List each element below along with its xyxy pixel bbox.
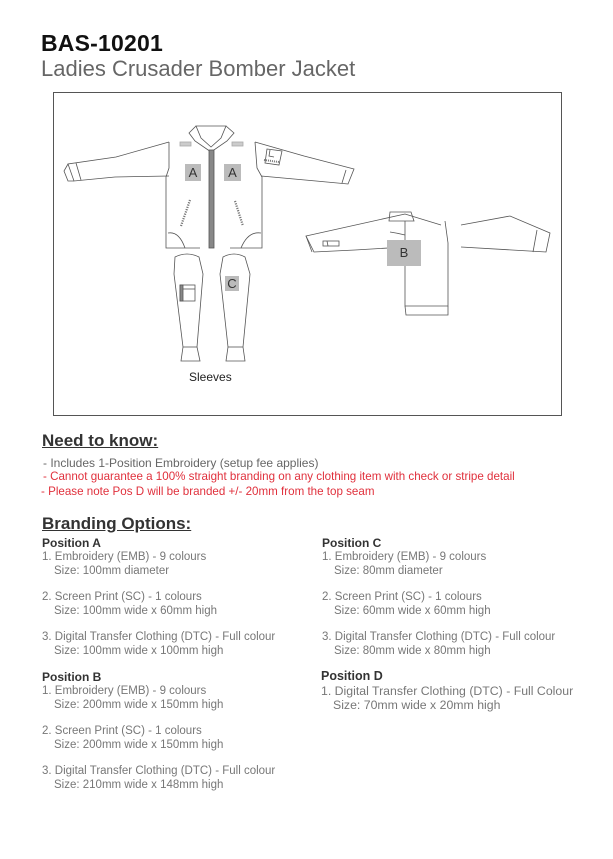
option-method: 2. Screen Print (SC) - 1 colours xyxy=(42,591,202,603)
option-method: 1. Embroidery (EMB) - 9 colours xyxy=(42,551,207,563)
note-position-d: - Please note Pos D will be branded +/- 20mm from the top seam xyxy=(41,485,375,498)
option-method: 2. Screen Print (SC) - 1 colours xyxy=(322,591,482,603)
note-embroidery: - Includes 1-Position Embroidery (setup fee applies) xyxy=(43,456,319,470)
branding-options-heading: Branding Options: xyxy=(42,514,192,533)
option-method: 3. Digital Transfer Clothing (DTC) - Full colour xyxy=(42,631,276,643)
position-b-block xyxy=(42,670,275,792)
option-size: Size: 210mm wide x 148mm high xyxy=(54,779,224,791)
option-method: 2. Screen Print (SC) - 1 colours xyxy=(42,725,202,737)
position-a-title: Position A xyxy=(42,536,101,550)
front-view xyxy=(64,126,354,248)
product-name: Ladies Crusader Bomber Jacket xyxy=(41,56,356,81)
option-method: 1. Digital Transfer Clothing (DTC) - Full Colour xyxy=(321,683,574,698)
position-c-block xyxy=(322,536,555,658)
position-d-block xyxy=(321,669,573,713)
option-size: Size: 80mm diameter xyxy=(334,565,443,577)
position-c-marker: C xyxy=(225,276,239,291)
option-size: Size: 200mm wide x 150mm high xyxy=(54,739,224,751)
option-size: Size: 100mm wide x 60mm high xyxy=(54,605,217,617)
option-method: 1. Embroidery (EMB) - 9 colours xyxy=(42,685,207,697)
need-to-know-heading: Need to know: xyxy=(42,431,159,450)
position-b-marker: B xyxy=(387,240,421,266)
option-method: 3. Digital Transfer Clothing (DTC) - Full colour xyxy=(42,765,276,777)
position-b-title: Position B xyxy=(42,670,102,684)
option-method: 3. Digital Transfer Clothing (DTC) - Full colour xyxy=(322,631,556,643)
option-size: Size: 60mm wide x 60mm high xyxy=(334,605,491,617)
position-a-block xyxy=(42,536,275,658)
garment-diagram xyxy=(53,92,562,416)
option-size: Size: 100mm wide x 100mm high xyxy=(54,645,224,657)
position-d-title: Position D xyxy=(321,669,383,683)
position-a-marker-left: A xyxy=(185,164,201,181)
product-code: BAS-10201 xyxy=(41,30,163,56)
note-straight-branding: - Cannot guarantee a 100% straight branding on any clothing item with check or stripe detail xyxy=(43,470,515,483)
sleeves-label: Sleeves xyxy=(189,370,232,384)
option-size: Size: 70mm wide x 20mm high xyxy=(333,698,501,712)
back-view xyxy=(306,212,550,315)
option-size: Size: 100mm diameter xyxy=(54,565,170,577)
jacket-line-drawing xyxy=(54,93,563,417)
option-size: Size: 80mm wide x 80mm high xyxy=(334,645,491,657)
position-a-marker-right: A xyxy=(224,164,241,181)
option-method: 1. Embroidery (EMB) - 9 colours xyxy=(322,551,487,563)
position-c-title: Position C xyxy=(322,536,382,550)
option-size: Size: 200mm wide x 150mm high xyxy=(54,699,224,711)
sleeves-view xyxy=(174,254,250,361)
